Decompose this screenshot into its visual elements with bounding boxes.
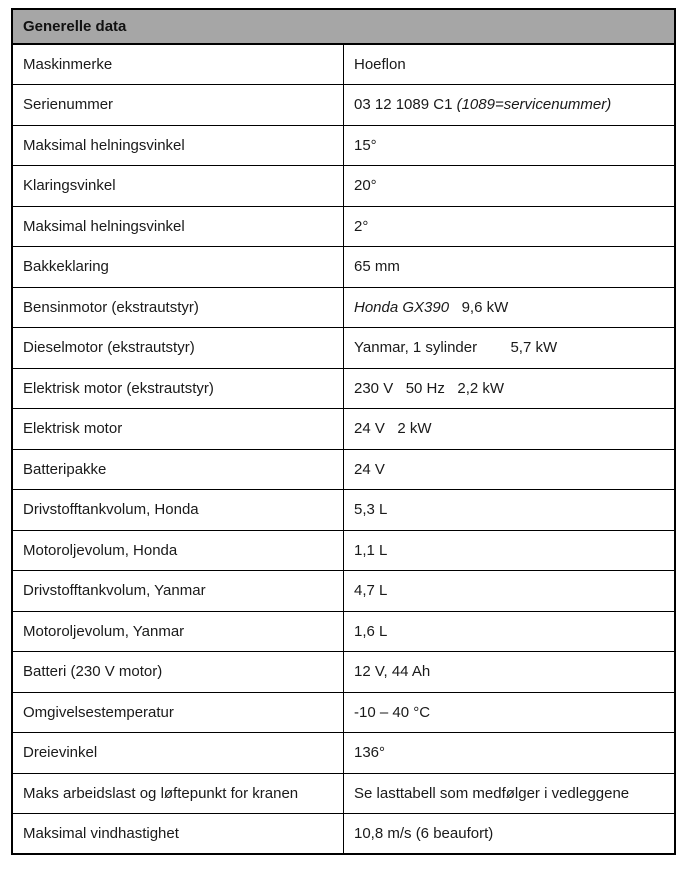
spec-value-segment: 65 mm — [354, 258, 400, 276]
spec-value-segment: 20° — [354, 177, 377, 195]
spec-label: Batteri (230 V motor) — [12, 652, 344, 693]
spec-value — [344, 652, 676, 693]
spec-value-segment: Yanmar, 1 sylinder 5,7 kW — [354, 339, 558, 357]
spec-value-italic-segment: Honda GX390 — [354, 298, 450, 316]
spec-value — [344, 692, 676, 733]
spec-label: Maskinmerke — [12, 44, 344, 85]
table-row — [12, 368, 675, 409]
spec-value-segment: 03 12 1089 C1 — [354, 96, 457, 114]
spec-label: Motoroljevolum, Yanmar — [12, 611, 344, 652]
spec-value-segment: 1,1 L — [354, 541, 388, 559]
spec-value — [344, 814, 676, 855]
spec-value — [344, 328, 676, 369]
spec-value-segment: 1,6 L — [354, 622, 388, 640]
table-row — [12, 125, 675, 166]
spec-value-italic-segment: (1089=servicenummer) — [456, 96, 612, 114]
spec-label: Batteripakke — [12, 449, 344, 490]
spec-value — [344, 166, 676, 207]
spec-label: Maks arbeidslast og løftepunkt for kranen — [12, 773, 344, 814]
spec-value-segment: Se lasttabell som medfølger i vedleggene — [354, 784, 630, 802]
spec-value-segment: -10 – 40 °C — [354, 703, 431, 721]
spec-table-body — [12, 44, 675, 854]
spec-label: Drivstofftankvolum, Honda — [12, 490, 344, 531]
spec-value-segment: 230 V 50 Hz 2,2 kW — [354, 379, 505, 397]
table-row — [12, 328, 675, 369]
table-row — [12, 773, 675, 814]
table-row — [12, 692, 675, 733]
spec-label: Motoroljevolum, Honda — [12, 530, 344, 571]
spec-value-segment: 5,3 L — [354, 501, 388, 519]
spec-value-segment: 9,6 kW — [449, 298, 509, 316]
table-row — [12, 530, 675, 571]
table-row — [12, 287, 675, 328]
spec-value-segment: 4,7 L — [354, 582, 388, 600]
table-row — [12, 44, 675, 85]
table-row — [12, 85, 675, 126]
spec-label: Bensinmotor (ekstrautstyr) — [12, 287, 344, 328]
spec-value — [344, 409, 676, 450]
spec-label: Dreievinkel — [12, 733, 344, 774]
table-row — [12, 814, 675, 855]
table-row — [12, 733, 675, 774]
table-row — [12, 206, 675, 247]
spec-value — [344, 44, 676, 85]
table-row — [12, 166, 675, 207]
spec-value-segment: 10,8 m/s (6 beaufort) — [354, 825, 494, 842]
table-row — [12, 449, 675, 490]
spec-label: Dieselmotor (ekstrautstyr) — [12, 328, 344, 369]
general-data-table — [11, 8, 676, 855]
spec-value — [344, 571, 676, 612]
table-header-row — [12, 9, 675, 44]
spec-label: Serienummer — [12, 85, 344, 126]
table-row — [12, 490, 675, 531]
spec-value — [344, 733, 676, 774]
spec-value-segment: 12 V, 44 Ah — [354, 663, 431, 681]
spec-label: Klaringsvinkel — [12, 166, 344, 207]
spec-label: Maksimal helningsvinkel — [12, 206, 344, 247]
spec-label: Omgivelsestemperatur — [12, 692, 344, 733]
spec-value — [344, 449, 676, 490]
spec-value-segment: Hoeflon — [354, 56, 406, 73]
table-row — [12, 409, 675, 450]
spec-value — [344, 773, 676, 814]
spec-value — [344, 287, 676, 328]
table-title: Generelle data — [12, 9, 675, 44]
spec-value — [344, 490, 676, 531]
spec-label: Maksimal helningsvinkel — [12, 125, 344, 166]
spec-value — [344, 368, 676, 409]
spec-label: Bakkeklaring — [12, 247, 344, 288]
spec-value-segment: 2° — [354, 217, 369, 235]
spec-value — [344, 530, 676, 571]
spec-value-segment: 24 V 2 kW — [354, 420, 432, 438]
table-row — [12, 571, 675, 612]
spec-value-segment: 136° — [354, 744, 386, 762]
spec-value-segment: 24 V — [354, 460, 385, 478]
table-row — [12, 611, 675, 652]
spec-label: Drivstofftankvolum, Yanmar — [12, 571, 344, 612]
spec-value — [344, 247, 676, 288]
spec-value — [344, 206, 676, 247]
spec-value — [344, 125, 676, 166]
spec-value — [344, 85, 676, 126]
spec-label: Elektrisk motor (ekstrautstyr) — [12, 368, 344, 409]
spec-label: Elektrisk motor — [12, 409, 344, 450]
spec-value-segment: 15° — [354, 136, 377, 154]
table-row — [12, 652, 675, 693]
table-row — [12, 247, 675, 288]
spec-value — [344, 611, 676, 652]
spec-label: Maksimal vindhastighet — [12, 814, 344, 855]
